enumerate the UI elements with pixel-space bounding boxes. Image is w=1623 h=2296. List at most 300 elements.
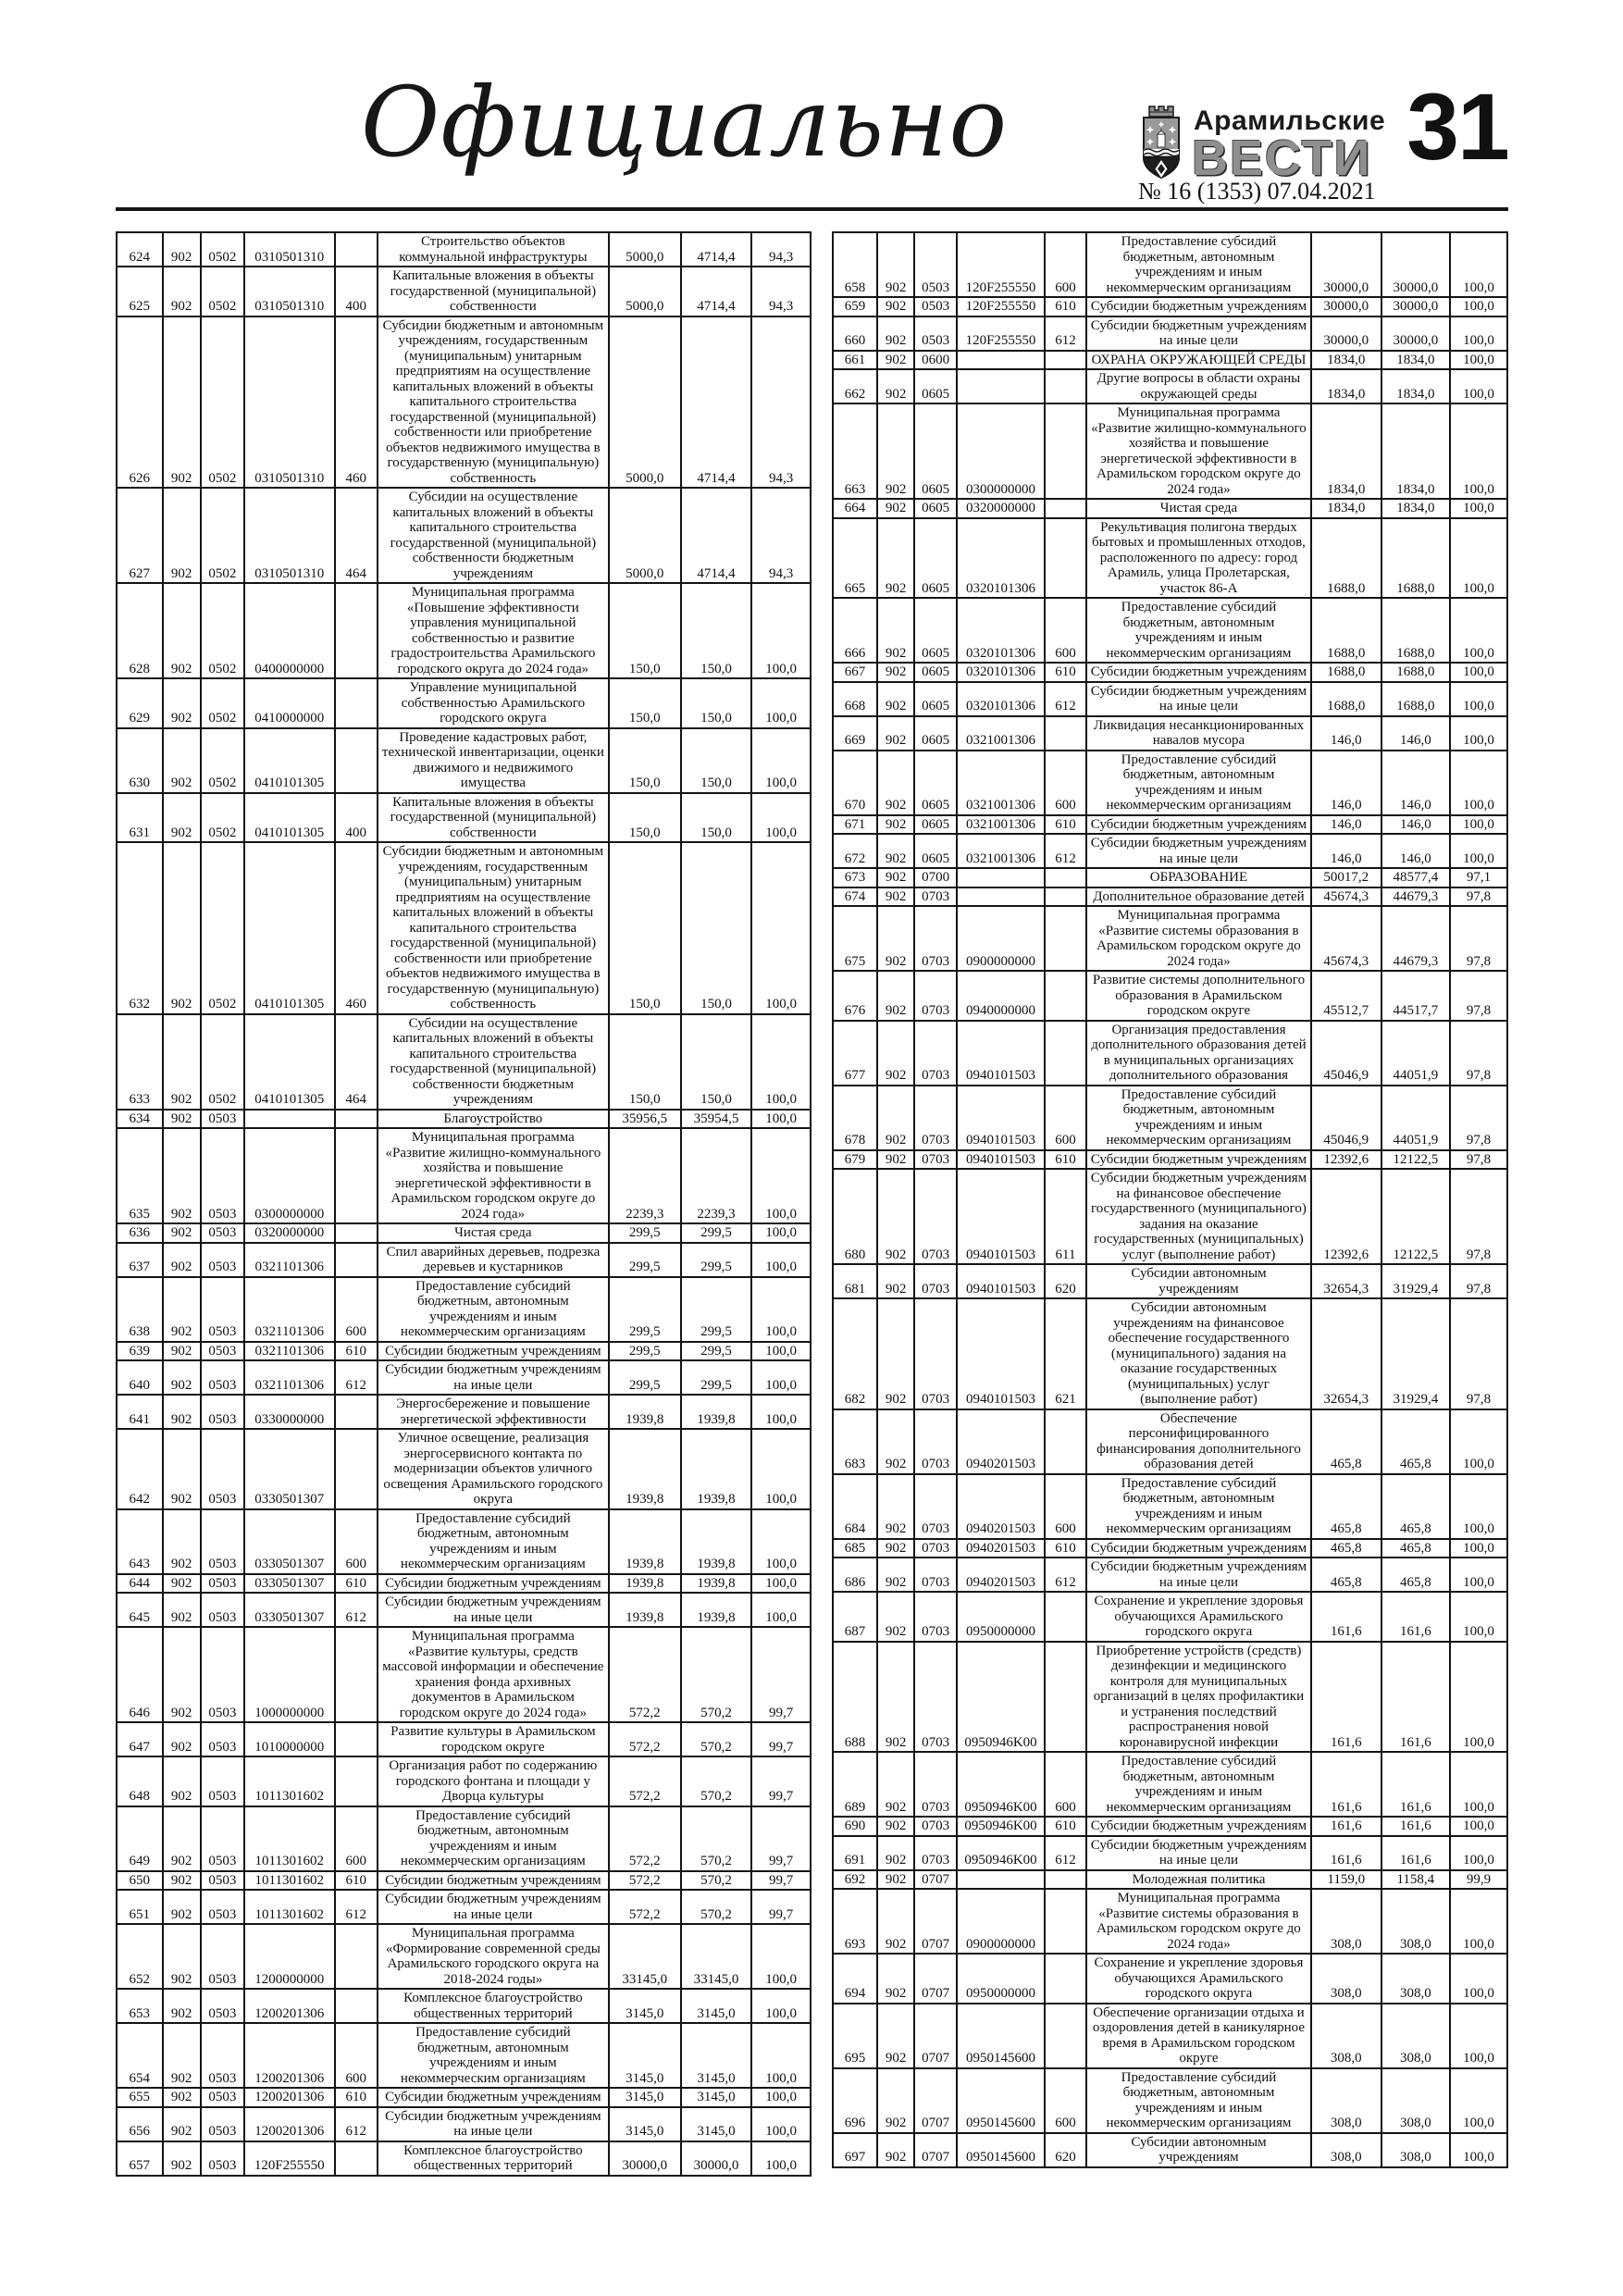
grbs-code: 902 <box>163 842 201 1014</box>
row-number: 680 <box>833 1169 877 1264</box>
executed-amount: 570,2 <box>681 1756 752 1806</box>
expense-name: Управление муниципальной собственностью Арамильского городского округа <box>378 678 609 728</box>
executed-amount: 12122,5 <box>1381 1169 1450 1264</box>
table-row <box>117 1223 811 1243</box>
expense-type-code: 600 <box>1045 232 1086 297</box>
table-row <box>117 1360 811 1395</box>
executed-amount: 150,0 <box>681 678 752 728</box>
row-number: 694 <box>833 1954 877 2004</box>
expense-name: Субсидии на осуществление капитальных вложений в объекты капитального строительства государственной (муниципальной) собственности бюджетным учреждениям <box>378 488 609 583</box>
execution-percent: 100,0 <box>1450 751 1507 815</box>
expense-name: Другие вопросы в области охраны окружающей среды <box>1086 369 1311 403</box>
expense-type-code: 612 <box>1045 316 1086 351</box>
section-code: 0605 <box>914 598 957 663</box>
table-row <box>833 1752 1507 1817</box>
target-article-code: 0330501307 <box>244 1574 335 1594</box>
approved-amount: 1688,0 <box>1311 518 1381 599</box>
executed-amount: 161,6 <box>1381 1817 1450 1836</box>
approved-amount: 1688,0 <box>1311 682 1381 716</box>
executed-amount: 4714,4 <box>681 267 752 316</box>
table-row <box>117 316 811 489</box>
expense-type-code <box>335 1395 378 1429</box>
target-article-code <box>957 887 1045 907</box>
section-code: 0503 <box>914 316 957 351</box>
grbs-code: 902 <box>163 488 201 583</box>
execution-percent: 100,0 <box>1450 232 1507 297</box>
row-number: 631 <box>117 793 163 843</box>
expense-type-code <box>335 1627 378 1722</box>
section-code: 0503 <box>914 232 957 297</box>
target-article-code: 0300000000 <box>244 1128 335 1223</box>
row-number: 674 <box>833 887 877 907</box>
expense-name: Предоставление субсидий бюджетным, автономным учреждениям и иным некоммерческим организациям <box>378 1509 609 1574</box>
section-code: 0503 <box>201 1722 244 1756</box>
table-row <box>117 1989 811 2023</box>
row-number: 646 <box>117 1627 163 1722</box>
grbs-code: 902 <box>163 2141 201 2176</box>
executed-amount: 1834,0 <box>1381 369 1450 403</box>
execution-percent: 100,0 <box>751 1128 811 1223</box>
approved-amount: 150,0 <box>609 1014 681 1110</box>
section-code: 0707 <box>914 1870 957 1890</box>
executed-amount: 1834,0 <box>1381 403 1450 499</box>
grbs-code: 902 <box>877 1264 914 1298</box>
table-row <box>833 2068 1507 2133</box>
target-article-code <box>957 351 1045 370</box>
grbs-code: 902 <box>877 1086 914 1150</box>
row-number: 654 <box>117 2023 163 2088</box>
executed-amount: 1834,0 <box>1381 351 1450 370</box>
target-article-code: 1200201306 <box>244 2107 335 2141</box>
executed-amount: 570,2 <box>681 1722 752 1756</box>
section-code: 0503 <box>201 2141 244 2176</box>
expense-name: Проведение кадастровых работ, технической инвентаризации, оценки движимого и недвижимого имущества <box>378 728 609 793</box>
target-article-code <box>957 1870 1045 1890</box>
approved-amount: 1834,0 <box>1311 351 1381 370</box>
expense-name: Сохранение и укрепление здоровья обучающихся Арамильского городского округа <box>1086 1592 1311 1642</box>
execution-percent: 100,0 <box>751 793 811 843</box>
executed-amount: 1158,4 <box>1381 1870 1450 1890</box>
executed-amount: 150,0 <box>681 583 752 678</box>
executed-amount: 1688,0 <box>1381 518 1450 599</box>
target-article-code: 0940101503 <box>957 1150 1045 1170</box>
expense-name: Капитальные вложения в объекты государственной (муниципальной) собственности <box>378 267 609 316</box>
expense-name: Предоставление субсидий бюджетным, автономным учреждениям и иным некоммерческим организациям <box>378 2023 609 2088</box>
target-article-code: 1200000000 <box>244 1924 335 1989</box>
execution-percent: 100,0 <box>751 2141 811 2176</box>
expense-type-code <box>335 232 378 267</box>
table-row <box>117 488 811 583</box>
row-number: 684 <box>833 1474 877 1539</box>
approved-amount: 299,5 <box>609 1243 681 1277</box>
target-article-code <box>957 369 1045 403</box>
expense-name: Муниципальная программа «Развитие системы образования в Арамильском городском округе до 2024 года» <box>1086 1889 1311 1954</box>
grbs-code: 902 <box>877 1021 914 1086</box>
row-number: 682 <box>833 1298 877 1409</box>
expense-type-code <box>335 728 378 793</box>
execution-percent: 99,7 <box>751 1627 811 1722</box>
section-code: 0703 <box>914 906 957 971</box>
expense-type-code <box>335 678 378 728</box>
approved-amount: 572,2 <box>609 1627 681 1722</box>
row-number: 679 <box>833 1150 877 1170</box>
header-divider <box>116 207 1508 211</box>
executed-amount: 1939,8 <box>681 1395 752 1429</box>
executed-amount: 44679,3 <box>1381 906 1450 971</box>
table-row <box>833 598 1507 663</box>
section-code: 0700 <box>914 868 957 887</box>
target-article-code: 0321001306 <box>957 834 1045 868</box>
expense-type-code <box>1045 351 1086 370</box>
expense-name: Субсидии бюджетным учреждениям <box>1086 663 1311 682</box>
grbs-code: 902 <box>877 2004 914 2068</box>
section-code: 0503 <box>201 1243 244 1277</box>
execution-percent: 100,0 <box>1450 716 1507 751</box>
expense-type-code <box>1045 369 1086 403</box>
expense-type-code <box>1045 1954 1086 2004</box>
target-article-code: 0410101305 <box>244 793 335 843</box>
brand-name-bottom: ВЕСТИ <box>1192 130 1372 186</box>
row-number: 668 <box>833 682 877 716</box>
target-article-code: 0321001306 <box>957 815 1045 835</box>
expense-name: Субсидии бюджетным учреждениям на иные цели <box>378 1890 609 1924</box>
section-code: 0503 <box>201 1360 244 1395</box>
section-code: 0503 <box>914 297 957 316</box>
expense-name: Субсидии бюджетным учреждениям <box>1086 815 1311 835</box>
execution-percent: 97,1 <box>1450 868 1507 887</box>
grbs-code: 902 <box>163 1509 201 1574</box>
executed-amount: 4714,4 <box>681 488 752 583</box>
executed-amount: 31929,4 <box>1381 1264 1450 1298</box>
execution-percent: 100,0 <box>1450 1954 1507 2004</box>
expense-name: Субсидии автономным учреждениям <box>1086 1264 1311 1298</box>
grbs-code: 902 <box>877 868 914 887</box>
expense-type-code <box>335 1989 378 2023</box>
executed-amount: 308,0 <box>1381 2068 1450 2133</box>
approved-amount: 150,0 <box>609 842 681 1014</box>
executed-amount: 308,0 <box>1381 2133 1450 2167</box>
approved-amount: 465,8 <box>1311 1539 1381 1558</box>
section-code: 0503 <box>201 1223 244 1243</box>
execution-percent: 100,0 <box>1450 815 1507 835</box>
target-article-code: 1011301602 <box>244 1806 335 1871</box>
section-code: 0503 <box>201 1128 244 1223</box>
row-number: 673 <box>833 868 877 887</box>
expense-type-code <box>1045 403 1086 499</box>
table-row <box>833 499 1507 518</box>
approved-amount: 5000,0 <box>609 267 681 316</box>
target-article-code: 0330501307 <box>244 1509 335 1574</box>
row-number: 697 <box>833 2133 877 2167</box>
target-article-code: 0310501310 <box>244 267 335 316</box>
executed-amount: 30000,0 <box>1381 232 1450 297</box>
expense-name: Предоставление субсидий бюджетным, автономным учреждениям и иным некоммерческим организациям <box>1086 2068 1311 2133</box>
expense-type-code <box>1045 1021 1086 1086</box>
expense-name: Чистая среда <box>1086 499 1311 518</box>
section-code: 0707 <box>914 2004 957 2068</box>
target-article-code: 0330000000 <box>244 1395 335 1429</box>
target-article-code: 0950145600 <box>957 2068 1045 2133</box>
table-row <box>833 1889 1507 1954</box>
section-code: 0503 <box>201 1627 244 1722</box>
grbs-code: 902 <box>163 2023 201 2088</box>
expense-type-code <box>1045 906 1086 971</box>
grbs-code: 902 <box>877 1870 914 1890</box>
row-number: 644 <box>117 1574 163 1594</box>
approved-amount: 1688,0 <box>1311 598 1381 663</box>
expense-name: Муниципальная программа «Развитие жилищно-коммунального хозяйства и повышение энергетической эффективности в Арамильском городском округе до 2024 года» <box>1086 403 1311 499</box>
executed-amount: 299,5 <box>681 1277 752 1342</box>
expense-type-code: 611 <box>1045 1169 1086 1264</box>
target-article-code: 0950000000 <box>957 1592 1045 1642</box>
expense-type-code: 464 <box>335 488 378 583</box>
grbs-code: 902 <box>877 716 914 751</box>
section-code: 0502 <box>201 678 244 728</box>
grbs-code: 902 <box>163 728 201 793</box>
expense-type-code: 610 <box>1045 1817 1086 1836</box>
row-number: 672 <box>833 834 877 868</box>
expense-name: Субсидии бюджетным и автономным учреждениям, государственным (муниципальным) унитарным предприятиям на осуществление капитальных вложений в объекты капитального строительства государственной (муниципальной) собственности или приобретение объектов недвижимого имущества в государственную (муниципальную) собственность <box>378 842 609 1014</box>
grbs-code: 902 <box>163 1756 201 1806</box>
row-number: 653 <box>117 1989 163 2023</box>
grbs-code: 902 <box>163 1277 201 1342</box>
section-code: 0703 <box>914 1558 957 1592</box>
budget-table-left <box>116 231 812 2177</box>
approved-amount: 30000,0 <box>1311 316 1381 351</box>
section-code: 0707 <box>914 1954 957 2004</box>
expense-type-code <box>1045 1592 1086 1642</box>
expense-name: Субсидии бюджетным учреждениям на иные цели <box>378 1360 609 1395</box>
grbs-code: 902 <box>877 2068 914 2133</box>
section-code: 0502 <box>201 1014 244 1110</box>
expense-name: Муниципальная программа «Развитие культуры, средств массовой информации и обеспечение хранения фонда архивных документов в Арамильском городском округе до 2024 года» <box>378 1627 609 1722</box>
section-code: 0707 <box>914 2133 957 2167</box>
expense-name: Развитие системы дополнительного образования в Арамильском городском округе <box>1086 971 1311 1021</box>
section-code: 0605 <box>914 815 957 835</box>
expense-type-code: 610 <box>1045 815 1086 835</box>
expense-name: Субсидии бюджетным учреждениям на иные цели <box>1086 1836 1311 1870</box>
grbs-code: 902 <box>163 1627 201 1722</box>
target-article-code: 0940101503 <box>957 1169 1045 1264</box>
row-number: 642 <box>117 1429 163 1509</box>
approved-amount: 146,0 <box>1311 834 1381 868</box>
executed-amount: 30000,0 <box>1381 297 1450 316</box>
section-code: 0503 <box>201 2107 244 2141</box>
approved-amount: 45674,3 <box>1311 887 1381 907</box>
approved-amount: 30000,0 <box>1311 232 1381 297</box>
grbs-code: 902 <box>877 1836 914 1870</box>
table-row <box>833 1264 1507 1298</box>
table-row <box>833 663 1507 682</box>
executed-amount: 44051,9 <box>1381 1021 1450 1086</box>
target-article-code: 0321101306 <box>244 1360 335 1395</box>
section-code: 0503 <box>201 1342 244 1361</box>
execution-percent: 100,0 <box>1450 351 1507 370</box>
execution-percent: 97,8 <box>1450 906 1507 971</box>
row-number: 648 <box>117 1756 163 1806</box>
expense-type-code: 600 <box>335 1277 378 1342</box>
expense-type-code: 610 <box>1045 663 1086 682</box>
expense-type-code: 610 <box>1045 1150 1086 1170</box>
brand-name-top: Арамильские <box>1194 105 1386 136</box>
target-article-code: 1011301602 <box>244 1756 335 1806</box>
grbs-code: 902 <box>877 1298 914 1409</box>
expense-type-code: 600 <box>1045 1086 1086 1150</box>
row-number: 650 <box>117 1871 163 1891</box>
table-row <box>117 1128 811 1223</box>
table-row <box>117 1395 811 1429</box>
section-code: 0703 <box>914 971 957 1021</box>
executed-amount: 3145,0 <box>681 2107 752 2141</box>
target-article-code: 1011301602 <box>244 1871 335 1891</box>
grbs-code: 902 <box>163 1395 201 1429</box>
approved-amount: 299,5 <box>609 1223 681 1243</box>
expense-name: Обеспечение персонифицированного финансирования дополнительного образования детей <box>1086 1409 1311 1474</box>
execution-percent: 100,0 <box>1450 2068 1507 2133</box>
execution-percent: 100,0 <box>1450 1539 1507 1558</box>
table-row <box>117 842 811 1014</box>
target-article-code: 0330501307 <box>244 1593 335 1627</box>
executed-amount: 570,2 <box>681 1890 752 1924</box>
table-row <box>833 2133 1507 2167</box>
section-code: 0703 <box>914 1539 957 1558</box>
section-code: 0502 <box>201 842 244 1014</box>
target-article-code: 0940201503 <box>957 1558 1045 1592</box>
executed-amount: 1834,0 <box>1381 499 1450 518</box>
grbs-code: 902 <box>877 403 914 499</box>
approved-amount: 465,8 <box>1311 1409 1381 1474</box>
execution-percent: 100,0 <box>751 583 811 678</box>
target-article-code: 0320101306 <box>957 682 1045 716</box>
approved-amount: 45512,7 <box>1311 971 1381 1021</box>
grbs-code: 902 <box>163 1110 201 1129</box>
section-code: 0703 <box>914 1752 957 1817</box>
grbs-code: 902 <box>163 1871 201 1891</box>
grbs-code: 902 <box>877 232 914 297</box>
grbs-code: 902 <box>163 316 201 489</box>
table-row <box>833 971 1507 1021</box>
execution-percent: 100,0 <box>1450 403 1507 499</box>
executed-amount: 4714,4 <box>681 316 752 489</box>
approved-amount: 3145,0 <box>609 2107 681 2141</box>
grbs-code: 902 <box>163 1890 201 1924</box>
expense-name: Субсидии автономным учреждениям на финансовое обеспечение государственного (муниципального) задания на оказание государственных (муниципальных) услуг (выполнение работ) <box>1086 1298 1311 1409</box>
target-article-code: 0940201503 <box>957 1474 1045 1539</box>
approved-amount: 299,5 <box>609 1342 681 1361</box>
approved-amount: 308,0 <box>1311 2004 1381 2068</box>
executed-amount: 308,0 <box>1381 2004 1450 2068</box>
row-number: 670 <box>833 751 877 815</box>
target-article-code: 0410000000 <box>244 678 335 728</box>
executed-amount: 12122,5 <box>1381 1150 1450 1170</box>
executed-amount: 4714,4 <box>681 232 752 267</box>
target-article-code: 0950946K00 <box>957 1642 1045 1753</box>
budget-table-right <box>832 231 1508 2168</box>
target-article-code: 0320101306 <box>957 598 1045 663</box>
expense-type-code: 612 <box>1045 682 1086 716</box>
target-article-code: 0940000000 <box>957 971 1045 1021</box>
section-code: 0703 <box>914 887 957 907</box>
execution-percent: 100,0 <box>1450 499 1507 518</box>
section-code: 0605 <box>914 518 957 599</box>
expense-type-code <box>335 1924 378 1989</box>
grbs-code: 902 <box>877 1889 914 1954</box>
approved-amount: 465,8 <box>1311 1474 1381 1539</box>
grbs-code: 902 <box>163 1128 201 1223</box>
execution-percent: 100,0 <box>1450 1474 1507 1539</box>
target-article-code: 0320000000 <box>957 499 1045 518</box>
grbs-code: 902 <box>163 1360 201 1395</box>
row-number: 629 <box>117 678 163 728</box>
expense-type-code <box>335 583 378 678</box>
row-number: 692 <box>833 1870 877 1890</box>
executed-amount: 3145,0 <box>681 2088 752 2107</box>
table-row <box>117 678 811 728</box>
table-row <box>833 682 1507 716</box>
approved-amount: 572,2 <box>609 1756 681 1806</box>
grbs-code: 902 <box>877 1539 914 1558</box>
grbs-code: 902 <box>163 793 201 843</box>
table-row <box>833 1836 1507 1870</box>
execution-percent: 99,7 <box>751 1722 811 1756</box>
execution-percent: 97,8 <box>1450 1021 1507 1086</box>
grbs-code: 902 <box>877 1409 914 1474</box>
execution-percent: 100,0 <box>1450 682 1507 716</box>
approved-amount: 45674,3 <box>1311 906 1381 971</box>
table-row <box>833 1298 1507 1409</box>
expense-type-code <box>1045 1870 1086 1890</box>
execution-percent: 100,0 <box>1450 663 1507 682</box>
grbs-code: 902 <box>877 1150 914 1170</box>
section-code: 0502 <box>201 793 244 843</box>
row-number: 656 <box>117 2107 163 2141</box>
section-code: 0703 <box>914 1169 957 1264</box>
expense-type-code: 612 <box>1045 1836 1086 1870</box>
target-article-code: 0310501310 <box>244 232 335 267</box>
executed-amount: 1939,8 <box>681 1574 752 1594</box>
section-code: 0503 <box>201 1110 244 1129</box>
grbs-code: 902 <box>877 1474 914 1539</box>
expense-name: Строительство объектов коммунальной инфраструктуры <box>378 232 609 267</box>
expense-name: Субсидии бюджетным учреждениям <box>1086 1150 1311 1170</box>
executed-amount: 308,0 <box>1381 1889 1450 1954</box>
table-row <box>117 1890 811 1924</box>
row-number: 688 <box>833 1642 877 1753</box>
expense-name: Предоставление субсидий бюджетным, автономным учреждениям и иным некоммерческим организациям <box>1086 1086 1311 1150</box>
table-row <box>117 232 811 267</box>
table-row <box>833 297 1507 316</box>
execution-percent: 100,0 <box>1450 1889 1507 1954</box>
grbs-code: 902 <box>163 1342 201 1361</box>
expense-name: Ликвидация несанкционированных навалов мусора <box>1086 716 1311 751</box>
grbs-code: 902 <box>877 2133 914 2167</box>
expense-name: Муниципальная программа «Повышение эффективности управления муниципальной собственностью и развитие градостроительства Арамильского городского округа до 2024 года» <box>378 583 609 678</box>
target-article-code: 0321001306 <box>957 751 1045 815</box>
row-number: 645 <box>117 1593 163 1627</box>
expense-name: Предоставление субсидий бюджетным, автономным учреждениям и иным некоммерческим организациям <box>1086 232 1311 297</box>
table-row <box>833 906 1507 971</box>
execution-percent: 97,8 <box>1450 1298 1507 1409</box>
approved-amount: 5000,0 <box>609 316 681 489</box>
expense-type-code: 400 <box>335 793 378 843</box>
execution-percent: 94,3 <box>751 232 811 267</box>
expense-name: Предоставление субсидий бюджетным, автономным учреждениям и иным некоммерческим организациям <box>378 1806 609 1871</box>
expense-type-code <box>1045 971 1086 1021</box>
section-code: 0605 <box>914 499 957 518</box>
target-article-code: 120F255550 <box>957 232 1045 297</box>
section-code: 0503 <box>201 1806 244 1871</box>
execution-percent: 100,0 <box>751 2023 811 2088</box>
